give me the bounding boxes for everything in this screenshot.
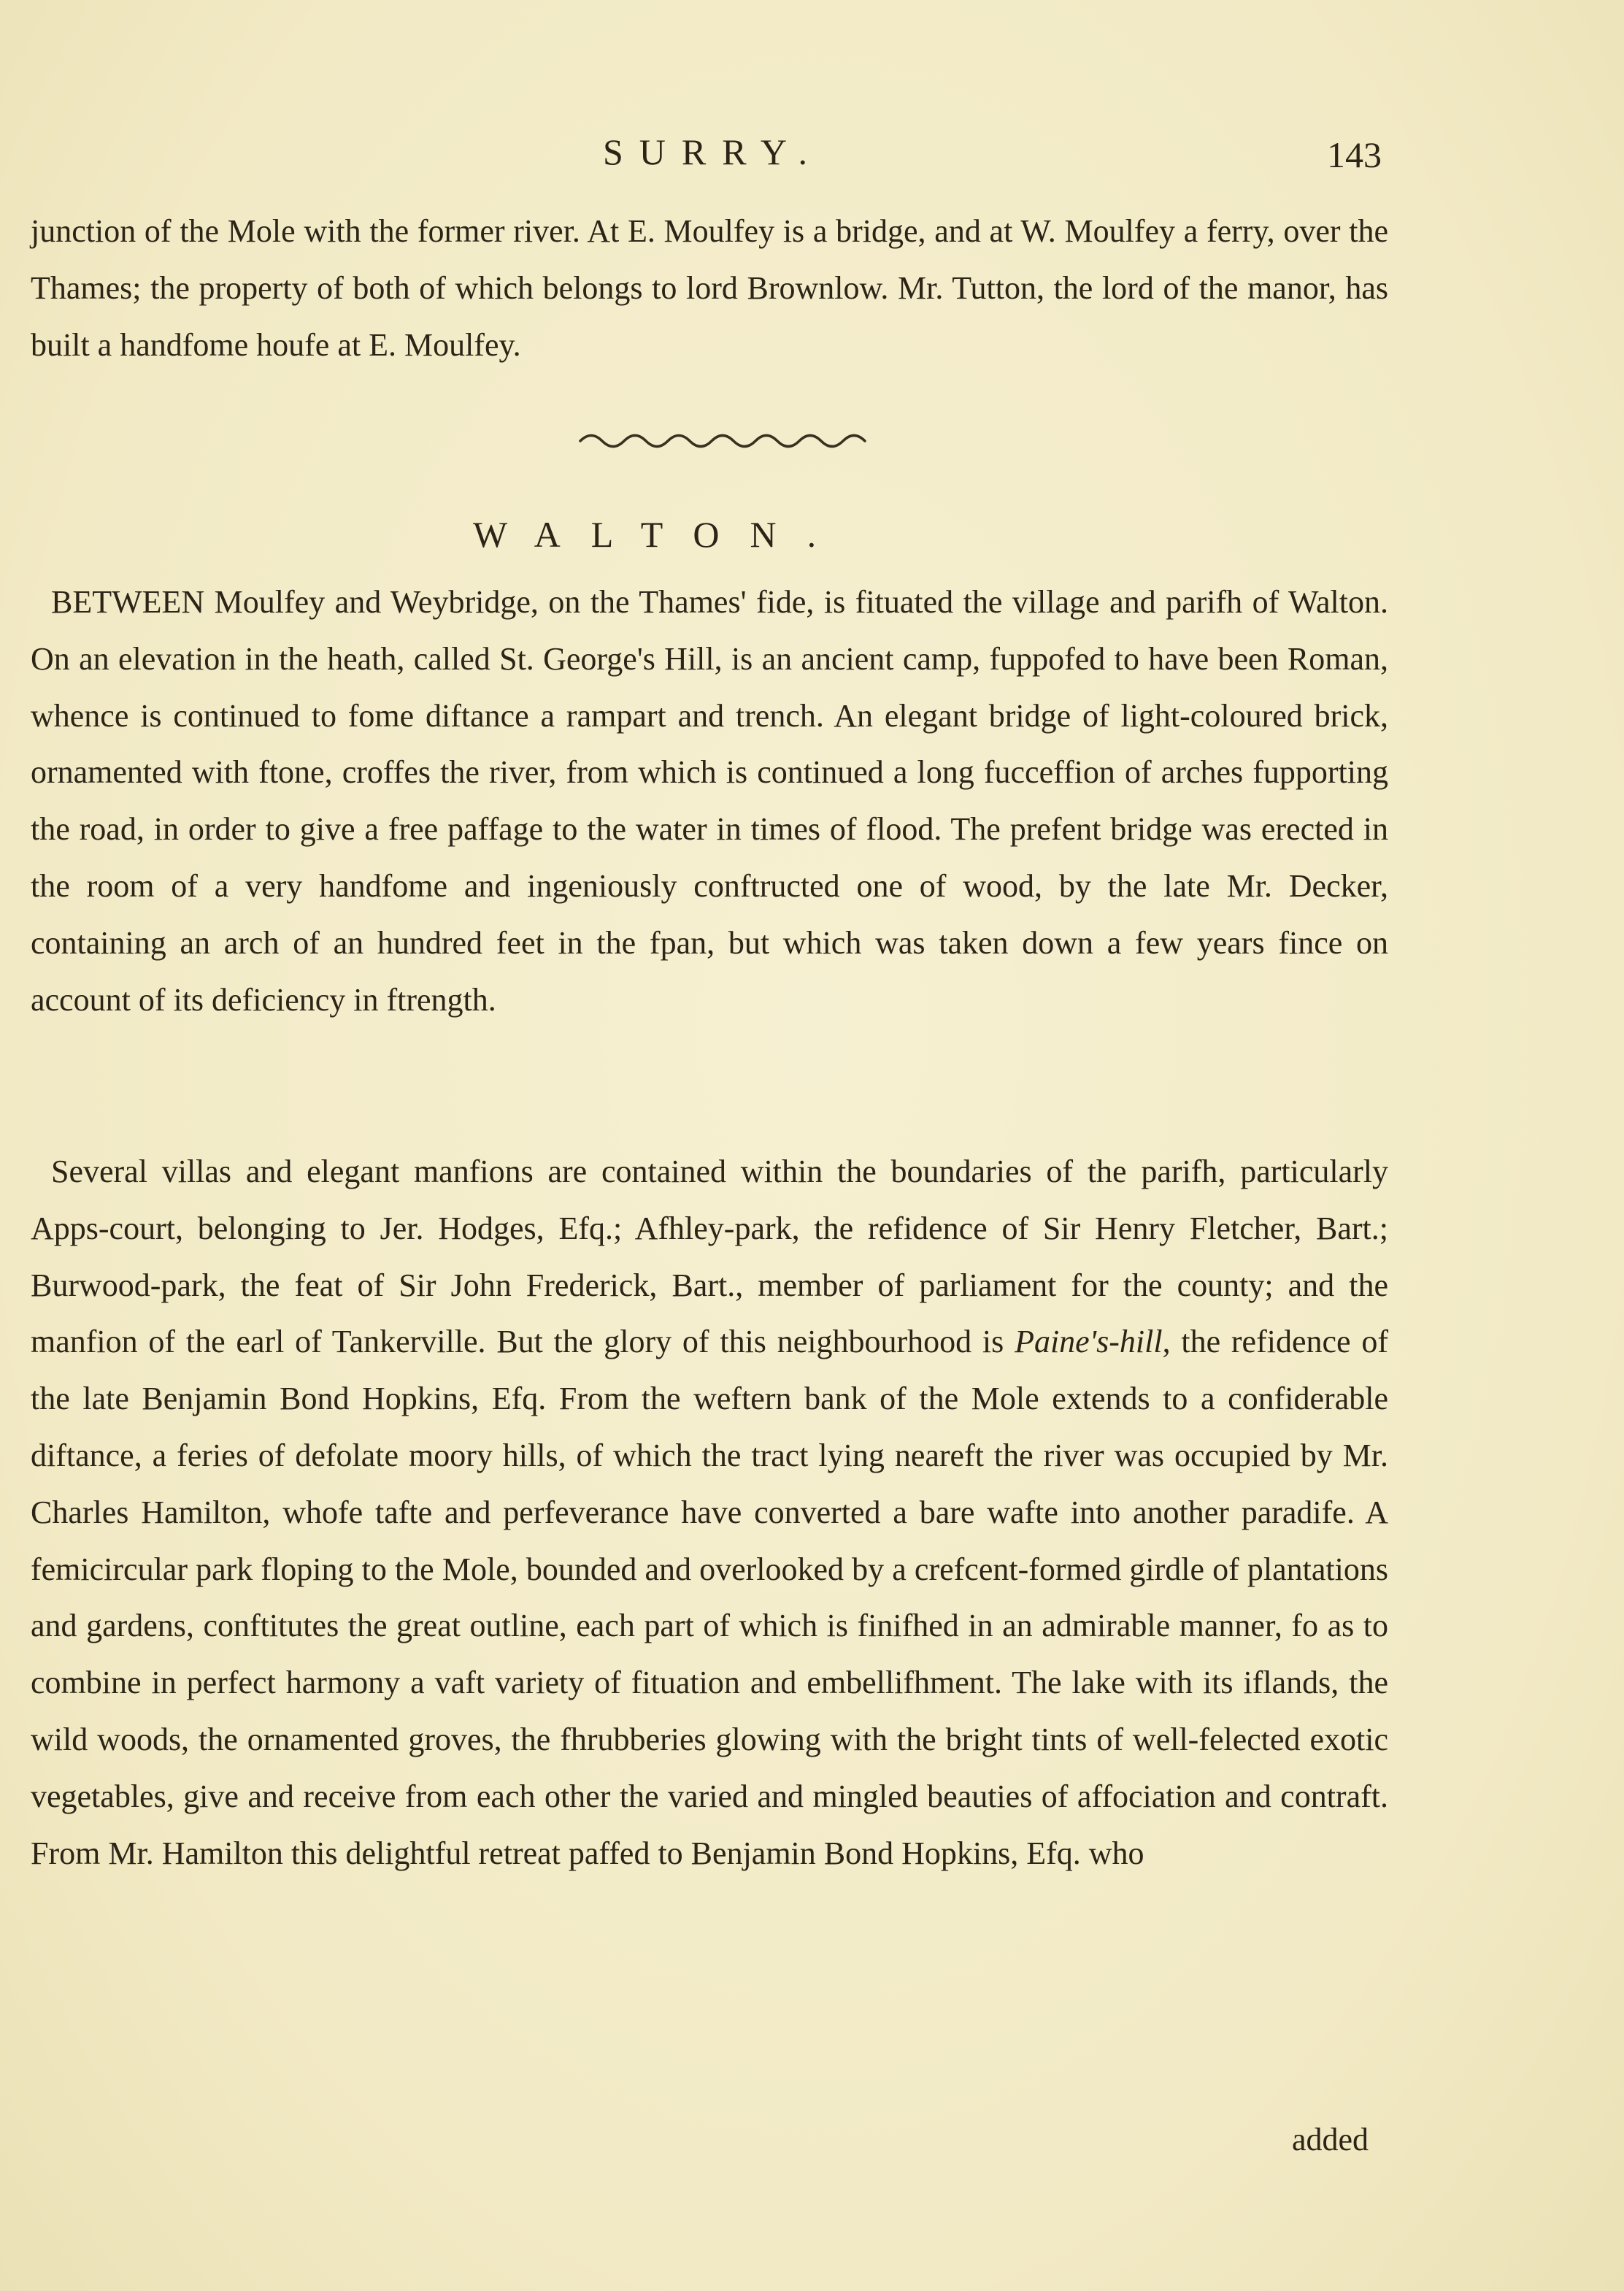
paragraph-villas xyxy=(31,1143,1388,1881)
paragraph-2-text: BETWEEN Moulfey and Weybridge, on the Thames' fide, is fituated the village and parifh of Walton. On an elevation in the heath, called St. George's Hill, is an ancient camp, fuppofed to have been Roman, whence is continued to fome diftance a rampart and trench. An elegant bridge of light-coloured brick, ornamented with ftone, croffes the river, from which is continued a long fucceffion of arches fupporting the road, in order to give a free paffage to the water in times of flood. The prefent bridge was erected in the room of a very handfome and ingeniously conftructed one of wood, by the late Mr. Decker, containing an arch of an hundred feet in the fpan, but which was taken down a few years fince on account of its deficiency in ftrength. xyxy=(31,584,1388,1018)
paragraph-continued xyxy=(31,203,1388,373)
paragraph-3-part-1: Several villas and elegant manfions are contained within the boundaries of the parifh, particularly Apps-court, belonging to Jer. Hodges, Efq.; Afhley-park, the refidence of Sir Henry Fletcher, Bart.; Burwood-park, the feat of Sir John Frederick, Bart., member of parliament for the county; and the manfion of the earl of Tankerville. But the glory of this neighbourhood is xyxy=(31,1154,1388,1360)
running-head xyxy=(0,123,1624,181)
paragraph-walton-intro xyxy=(31,574,1388,1028)
page-number: 143 xyxy=(1327,134,1382,175)
paines-hill-italic: Paine's-hill xyxy=(1015,1324,1163,1360)
section-heading-walton: WALTON. xyxy=(473,514,847,555)
wave-ornament-divider xyxy=(577,428,869,450)
paragraph-3-part-2: , the refidence of the late Benjamin Bond Hopkins, Efq. From the weftern bank of the Mole extends to a confiderable diftance, a feries of defolate moory hills, of which the tract lying neareft the river was occupied by Mr. Charles Hamilton, whofe tafte and perfeverance have converted a bare wafte into another paradife. A femicircular park floping to the Mole, bounded and overlooked by a crefcent-formed girdle of plantations and gardens, conftitutes the great outline, each part of which is finifhed in an admirable manner, fo as to combine in perfect harmony a vaft variety of fituation and embellifhment. The lake with its iflands, the wild woods, the ornamented groves, the fhrubberies glowing with the bright tints of well-felected exotic vegetables, give and receive from each other the varied and mingled beauties of affociation and contraft. From Mr. Hamilton this delightful retreat paffed to Benjamin Bond Hopkins, Efq. who xyxy=(31,1324,1388,1871)
paragraph-1-text: junction of the Mole with the former river. At E. Moulfey is a bridge, and at W. Moulfey a ferry, over the Thames; the property of both of which belongs to lord Brownlow. Mr. Tutton, the lord of the manor, has built a handfome houfe at E. Moulfey. xyxy=(31,213,1388,363)
catchword: added xyxy=(1292,2122,1369,2157)
running-title: SURRY. xyxy=(603,131,824,172)
paragraph-3-text xyxy=(31,1143,1388,1881)
